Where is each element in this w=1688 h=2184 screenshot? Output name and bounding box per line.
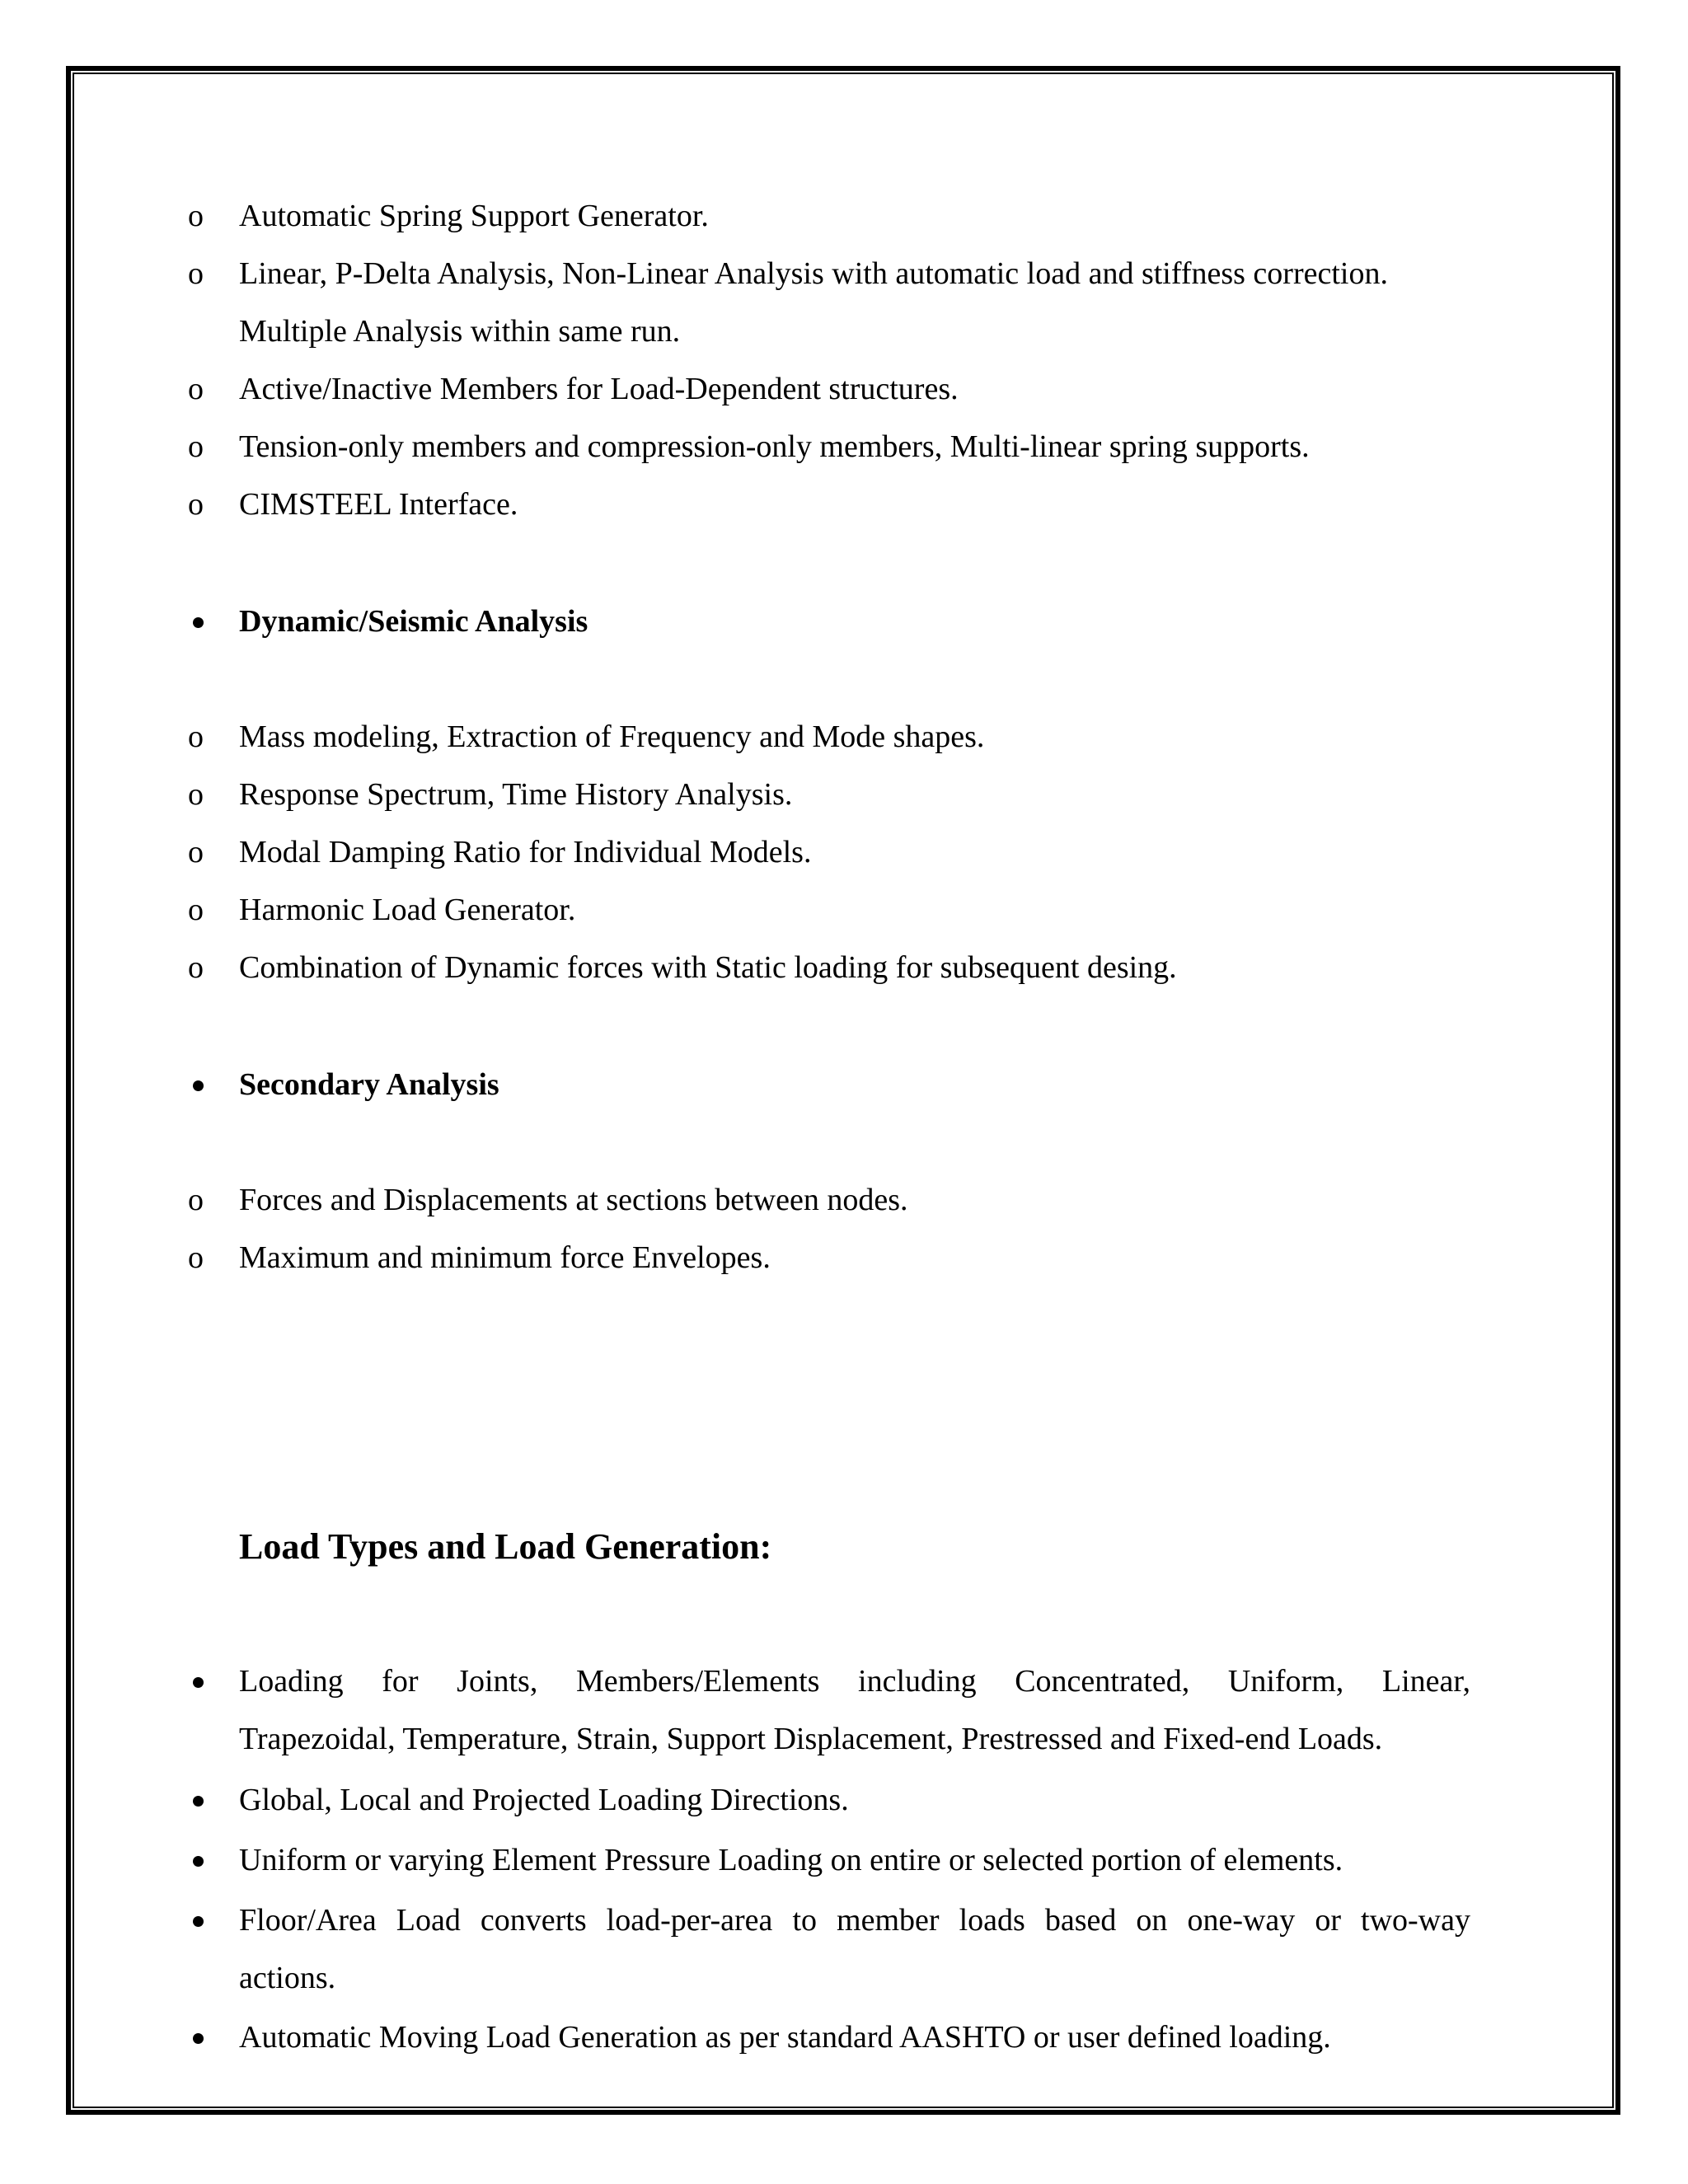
section-title-dynamic: Dynamic/Seismic Analysis: [239, 604, 588, 639]
list-item: Harmonic Load Generator.: [239, 893, 576, 927]
bullet-dot: [193, 617, 204, 628]
sub-bullet-marker: o: [188, 487, 204, 522]
bullet-dot: [193, 1796, 204, 1807]
bullet-dot: [193, 1677, 204, 1688]
sub-bullet-marker: o: [188, 372, 204, 406]
list-item: Combination of Dynamic forces with Static loading for subsequent desing.: [239, 950, 1177, 985]
sub-bullet-marker: o: [188, 719, 204, 754]
bullet-dot: [193, 1916, 204, 1927]
list-item: Floor/Area Load converts load-per-area to member loads based on one-way or two-way: [239, 1903, 1470, 1938]
list-item: Modal Damping Ratio for Individual Models.: [239, 835, 812, 869]
bullet-dot: [193, 1856, 204, 1867]
list-item: Maximum and minimum force Envelopes.: [239, 1240, 771, 1275]
list-item-continuation: Multiple Analysis within same run.: [239, 314, 681, 349]
list-item: Global, Local and Projected Loading Directions.: [239, 1783, 849, 1817]
sub-bullet-marker: o: [188, 199, 204, 233]
bullet-dot: [193, 1080, 204, 1091]
sub-bullet-marker: o: [188, 893, 204, 927]
sub-bullet-marker: o: [188, 429, 204, 464]
list-item: Tension-only members and compression-only members, Multi-linear spring supports.: [239, 429, 1310, 464]
list-item: Response Spectrum, Time History Analysis.: [239, 777, 793, 812]
sub-bullet-marker: o: [188, 950, 204, 985]
list-item: Active/Inactive Members for Load-Dependent structures.: [239, 372, 959, 406]
list-item: Automatic Spring Support Generator.: [239, 199, 709, 233]
list-item: Linear, P-Delta Analysis, Non-Linear Analysis with automatic load and stiffness correction.: [239, 256, 1388, 291]
list-item: Uniform or varying Element Pressure Loading on entire or selected portion of elements.: [239, 1843, 1343, 1877]
sub-bullet-marker: o: [188, 1240, 204, 1275]
sub-bullet-marker: o: [188, 256, 204, 291]
list-item: CIMSTEEL Interface.: [239, 487, 518, 522]
section-title-secondary: Secondary Analysis: [239, 1067, 499, 1102]
sub-bullet-marker: o: [188, 1183, 204, 1217]
list-item: Loading for Joints, Members/Elements including Concentrated, Uniform, Linear,: [239, 1664, 1470, 1699]
list-item-continuation: Trapezoidal, Temperature, Strain, Support Displacement, Prestressed and Fixed-end Loads.: [239, 1722, 1383, 1756]
bullet-dot: [193, 2033, 204, 2044]
list-item-continuation: actions.: [239, 1961, 336, 1995]
sub-bullet-marker: o: [188, 777, 204, 812]
list-item: Automatic Moving Load Generation as per standard AASHTO or user defined loading.: [239, 2020, 1331, 2055]
section-heading-load-types: Load Types and Load Generation:: [239, 1526, 772, 1567]
sub-bullet-marker: o: [188, 835, 204, 869]
list-item: Forces and Displacements at sections between nodes.: [239, 1183, 908, 1217]
list-item: Mass modeling, Extraction of Frequency and Mode shapes.: [239, 719, 985, 754]
